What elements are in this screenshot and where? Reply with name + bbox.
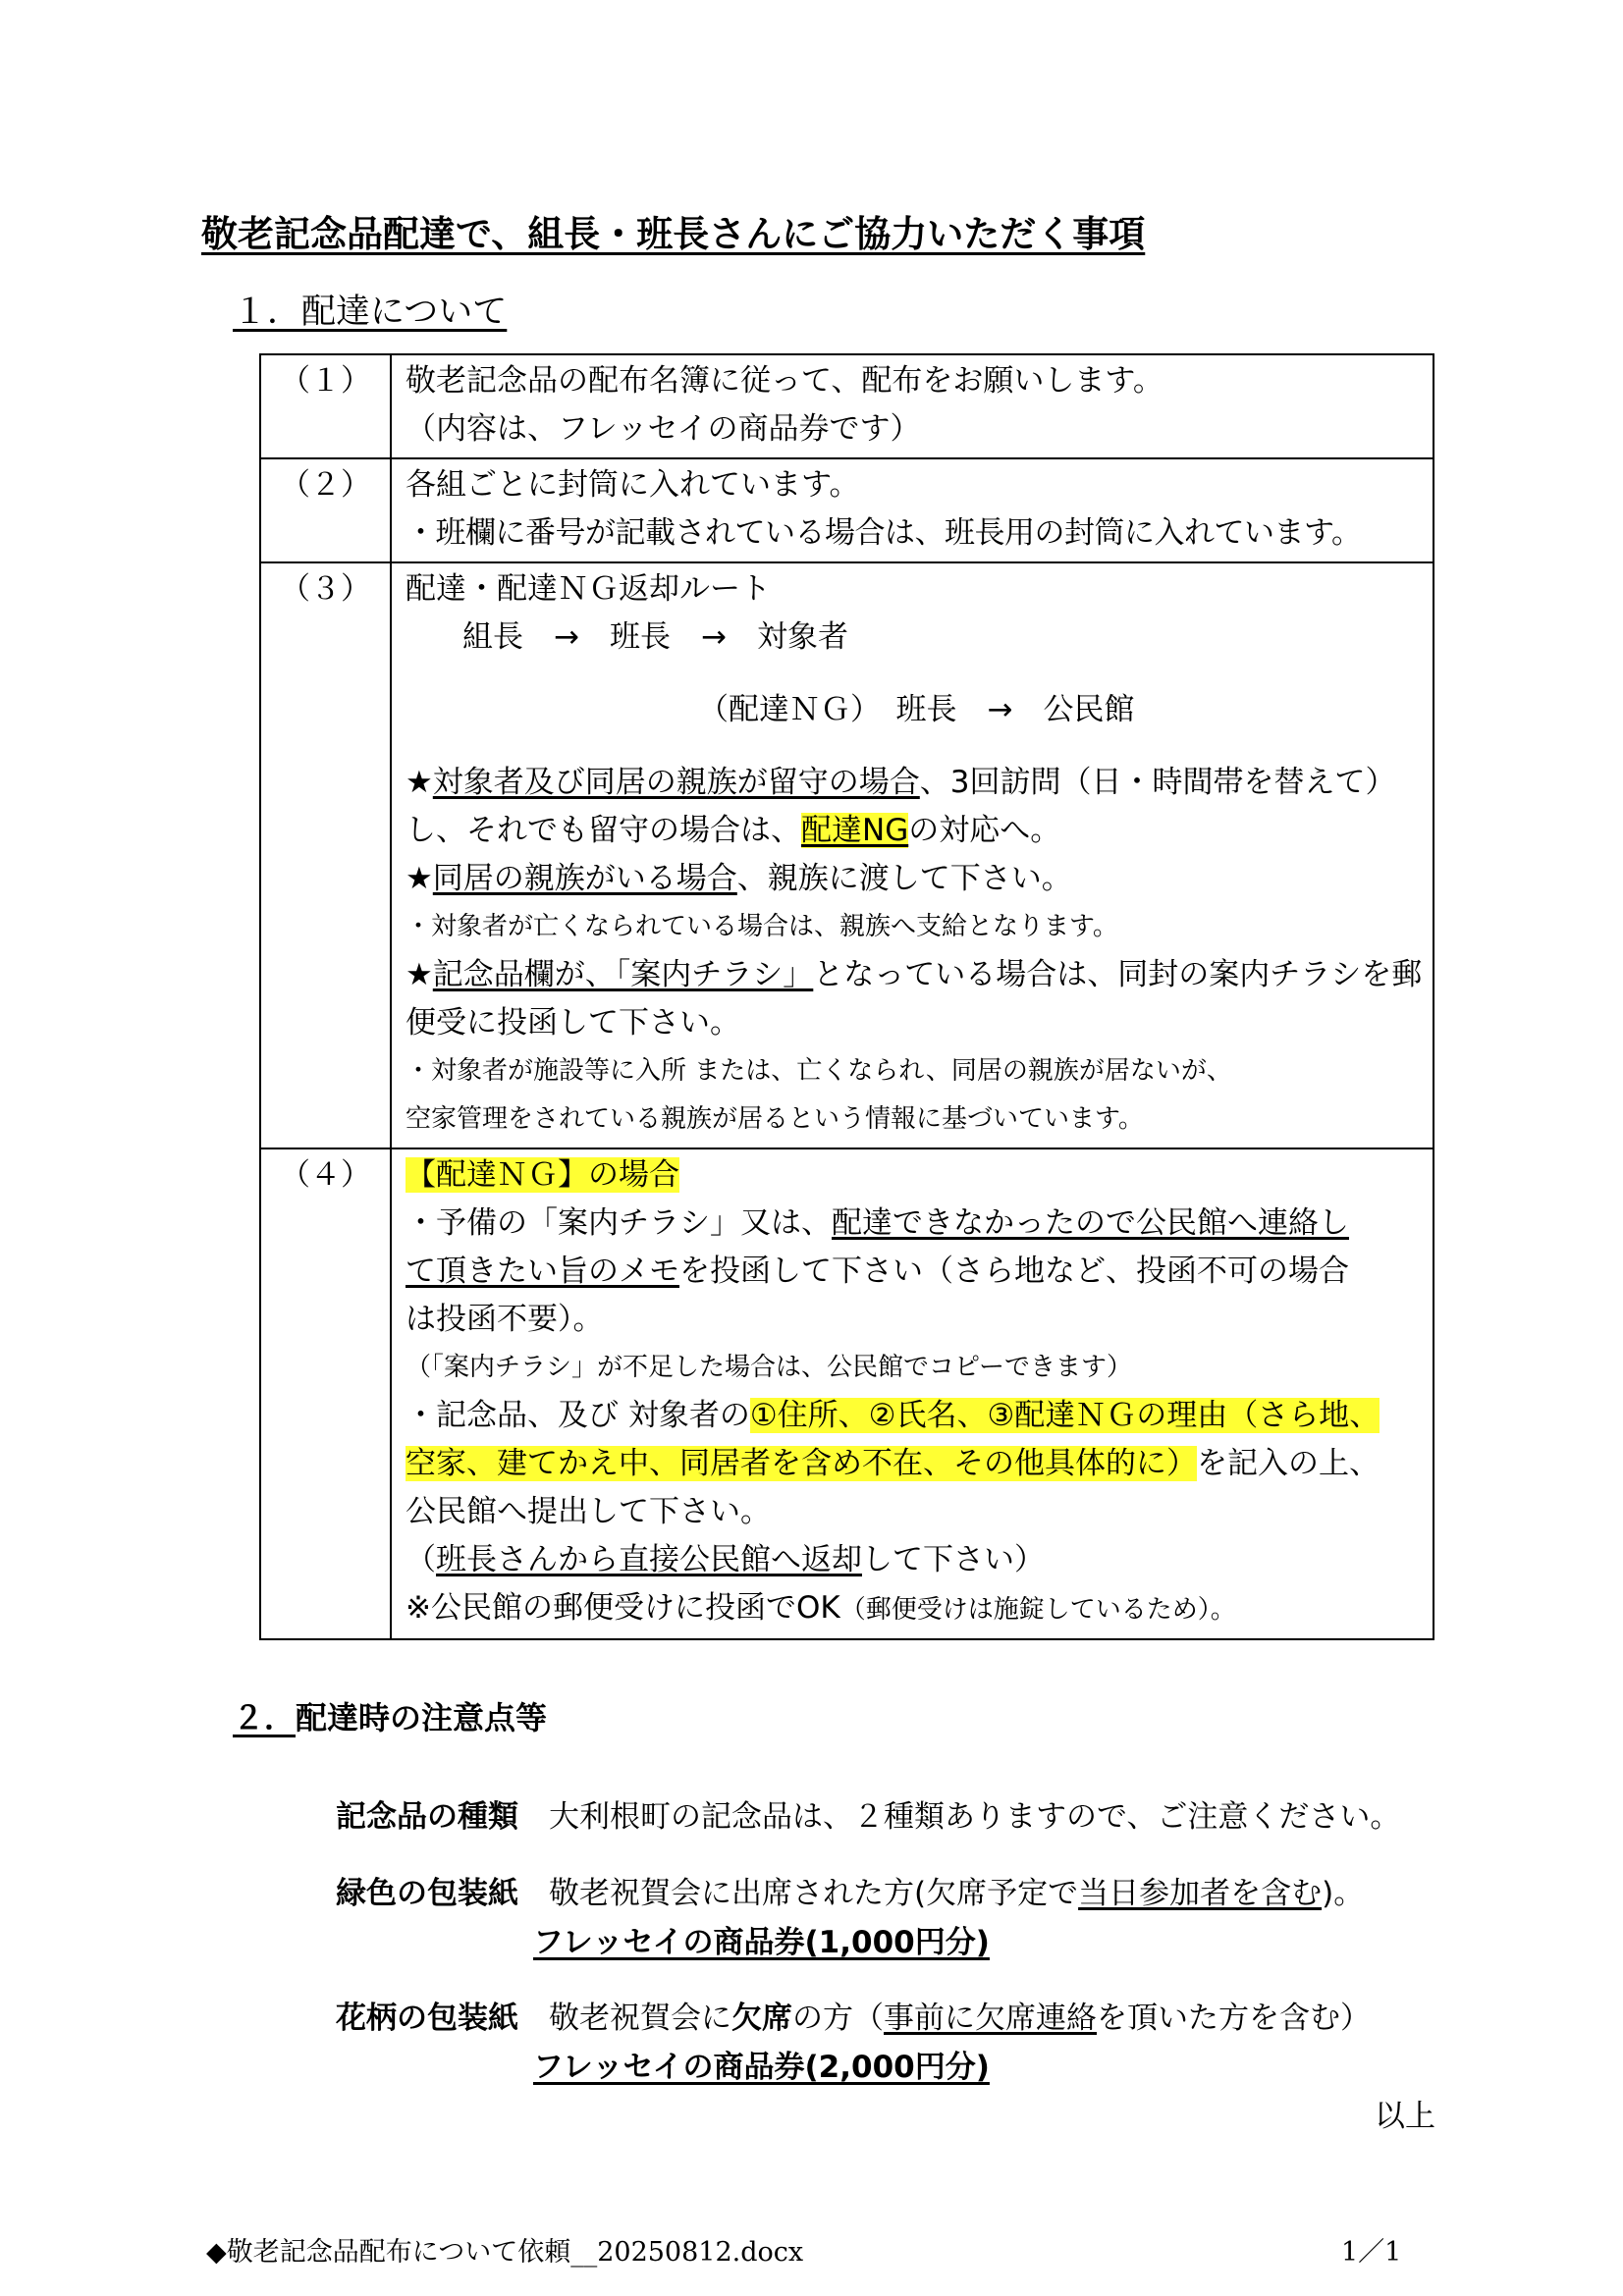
row-number: （４） [260, 1148, 391, 1639]
flower-voucher: フレッセイの商品券(2,000円分) [533, 2050, 990, 2085]
green-label: 緑色の包装紙 [336, 1876, 518, 1911]
row-content [391, 458, 1434, 562]
row-number: （３） [260, 562, 391, 1148]
text-line: し、それでも留守の場合は、配達NGの対応へ。 [406, 813, 1061, 848]
kinds-line [336, 1791, 1400, 1836]
text-line: 公民館へ提出して下さい。 [406, 1494, 771, 1529]
route-title: 配達・配達ＮＧ返却ルート [406, 571, 771, 607]
green-voucher: フレッセイの商品券(1,000円分) [533, 1925, 990, 1960]
text-line: は投函不要）。 [406, 1302, 604, 1337]
green-wrap-line: 緑色の包装紙 敬老祝賀会に出席された方(欠席予定で当日参加者を含む)。 [336, 1876, 1365, 1911]
footer-filename: ◆敬老記念品配布について依頼__20250812.docx [206, 2237, 804, 2268]
section2-heading: ２．配達時の注意点等 [233, 1699, 548, 1736]
delivery-table [259, 353, 1434, 1640]
row-content [391, 1148, 1434, 1639]
text-line: ★対象者及び同居の親族が留守の場合、3回訪問（日・時間帯を替えて） [406, 765, 1396, 800]
note-line: 空家管理をされている親族が居るという情報に基づいています。 [406, 1104, 1144, 1134]
route-normal: 組長 → 班長 → 対象者 [462, 619, 848, 655]
table-row [260, 458, 1434, 562]
text-line: 敬老記念品の配布名簿に従って、配布をお願いします。 [406, 363, 1163, 399]
text-line: ・予備の「案内チラシ」又は、配達できなかったので公民館へ連絡し [406, 1205, 1349, 1241]
note-line: ・対象者が施設等に入所 または、亡くなられ、同居の親族が居ないが、 [406, 1056, 1232, 1086]
kinds-text: 大利根町の記念品は、２種類ありますので、ご注意ください。 [549, 1799, 1401, 1835]
table-row [260, 354, 1434, 458]
text-line: ★記念品欄が、「案内チラシ」となっている場合は、同封の案内チラシを郵 [406, 957, 1423, 992]
text-line: 各組ごとに封筒に入れています。 [406, 467, 860, 503]
row-content [391, 354, 1434, 458]
section1-heading: １．配達について [233, 293, 508, 332]
table-row [260, 1148, 1434, 1639]
page-title: 敬老記念品配達で、組長・班長さんにご協力いただく事項 [201, 213, 1146, 255]
ng-heading: 【配達ＮＧ】の場合 [406, 1157, 679, 1193]
table-row [260, 562, 1434, 1148]
kinds-label: 記念品の種類 [336, 1799, 518, 1835]
row-content [391, 562, 1434, 1148]
row-number: （２） [260, 458, 391, 562]
text-line: ★同居の親族がいる場合、親族に渡して下さい。 [406, 861, 1072, 896]
text-line: ※公民館の郵便受けに投函でOK（郵便受けは施錠しているため）。 [406, 1590, 1236, 1626]
text-line: ・記念品、及び 対象者の①住所、②氏名、③配達ＮＧの理由（さら地、 [406, 1398, 1380, 1433]
text-line: （内容は、フレッセイの商品券です） [406, 411, 921, 447]
note-line: ・対象者が亡くなられている場合は、親族へ支給となります。 [406, 912, 1118, 941]
closing-text: 以上 [1375, 2099, 1435, 2134]
text-line: 空家、建てかえ中、同居者を含め不在、その他具体的に）を記入の上、 [406, 1446, 1380, 1481]
route-ng: （配達ＮＧ） 班長 → 公民館 [698, 692, 1135, 727]
text-line: （班長さんから直接公民館へ返却して下さい） [406, 1542, 1045, 1577]
footer-page-number: 1／1 [1341, 2237, 1402, 2268]
text-line: て頂きたい旨のメモを投函して下さい（さら地など、投函不可の場合 [406, 1254, 1349, 1289]
text-line: 便受に投函して下さい。 [406, 1005, 740, 1041]
row-number: （１） [260, 354, 391, 458]
flower-label: 花柄の包装紙 [336, 2001, 518, 2036]
note-line: （「案内チラシ」が不足した場合は、公民館でコピーできます） [406, 1353, 1132, 1382]
flower-wrap-line: 花柄の包装紙 敬老祝賀会に欠席の方（事前に欠席連絡を頂いた方を含む） [336, 2001, 1371, 2036]
text-line: ・班欄に番号が記載されている場合は、班長用の封筒に入れています。 [406, 515, 1362, 551]
